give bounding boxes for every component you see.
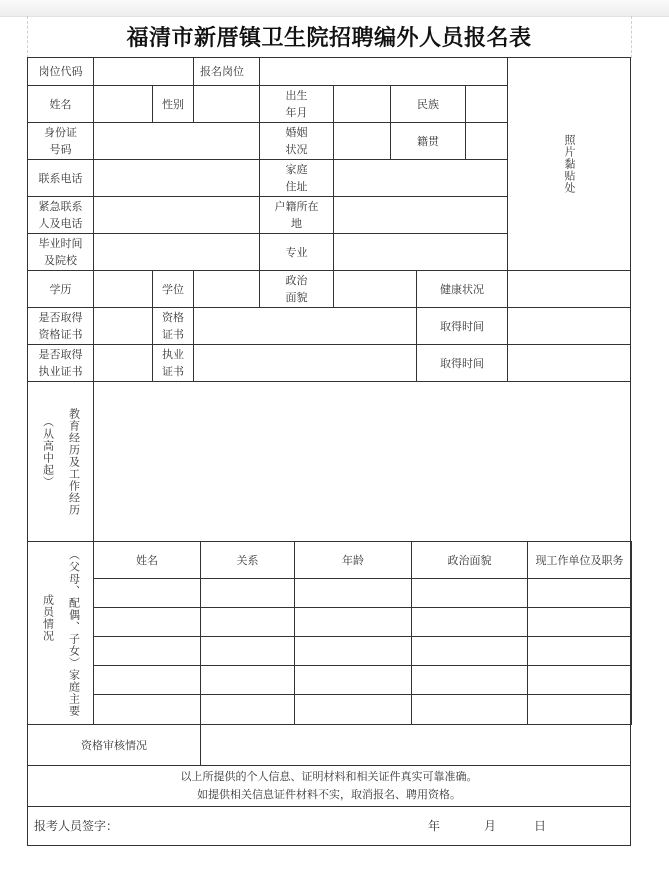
label-hukou: 户籍所在 地 — [259, 196, 334, 234]
family-cell[interactable] — [93, 636, 201, 666]
input-ethnicity[interactable] — [465, 85, 508, 123]
family-cell[interactable] — [294, 694, 412, 725]
input-gender[interactable] — [193, 85, 260, 123]
input-practice-cert[interactable] — [193, 344, 417, 382]
label-practice-cert: 执业 证书 — [152, 344, 194, 382]
label-qual-cert: 资格 证书 — [152, 307, 194, 345]
family-cell[interactable] — [411, 694, 528, 725]
input-obtain-time-1[interactable] — [507, 307, 631, 345]
input-home-address[interactable] — [333, 159, 508, 197]
label-marital: 婚姻 状况 — [259, 122, 334, 160]
family-cell[interactable] — [93, 578, 201, 608]
input-health[interactable] — [507, 270, 631, 308]
input-emergency-contact[interactable] — [93, 196, 260, 234]
label-education: 学历 — [27, 270, 94, 308]
label-birth: 出生 年月 — [259, 85, 334, 123]
photo-area[interactable] — [507, 57, 631, 271]
input-hukou[interactable] — [333, 196, 508, 234]
label-obtain-time-2: 取得时间 — [416, 344, 508, 382]
input-has-practice-cert[interactable] — [93, 344, 153, 382]
input-native-place[interactable] — [465, 122, 508, 160]
input-name[interactable] — [93, 85, 153, 123]
label-major: 专业 — [259, 233, 334, 271]
family-cell[interactable] — [527, 694, 632, 725]
label-native-place: 籍贯 — [390, 122, 466, 160]
family-cell[interactable] — [411, 578, 528, 608]
input-id-number[interactable] — [93, 122, 260, 160]
family-cell[interactable] — [411, 665, 528, 695]
input-graduation[interactable] — [93, 233, 260, 271]
label-family-main: （父母、配偶、子女）家庭主要 — [67, 549, 81, 717]
declaration-line-2: 如提供相关信息证件材料不实，取消报名、聘用资格。 — [197, 788, 461, 801]
label-graduation: 毕业时间 及院校 — [27, 233, 94, 271]
label-edu-history — [27, 381, 94, 542]
input-marital[interactable] — [333, 122, 391, 160]
family-cell[interactable] — [527, 607, 632, 637]
label-post-code: 岗位代码 — [27, 57, 94, 86]
label-political: 政治 面貌 — [259, 270, 334, 308]
family-cell[interactable] — [200, 578, 295, 608]
family-cell[interactable] — [294, 636, 412, 666]
family-cell[interactable] — [294, 665, 412, 695]
family-cell[interactable] — [294, 607, 412, 637]
family-cell[interactable] — [411, 636, 528, 666]
family-header-2: 年龄 — [294, 541, 412, 579]
label-phone: 联系电话 — [27, 159, 94, 197]
label-edu-history-main: 教育经历及工作经历 — [67, 407, 81, 516]
input-post-code[interactable] — [93, 57, 194, 86]
family-cell[interactable] — [93, 665, 201, 695]
family-header-0: 姓名 — [93, 541, 201, 579]
label-degree: 学位 — [152, 270, 194, 308]
label-has-practice-cert: 是否取得 执业证书 — [27, 344, 94, 382]
input-qualification-review[interactable] — [200, 724, 631, 766]
viewer-top-strip — [0, 0, 669, 17]
family-cell[interactable] — [93, 694, 201, 725]
input-apply-post[interactable] — [259, 57, 508, 86]
family-cell[interactable] — [200, 694, 295, 725]
family-cell[interactable] — [294, 578, 412, 608]
family-header-1: 关系 — [200, 541, 295, 579]
signature-row[interactable] — [27, 806, 631, 846]
family-cell[interactable] — [411, 607, 528, 637]
date-year: 年 — [428, 818, 441, 833]
date-day: 日 — [534, 818, 547, 833]
family-header-3: 政治面貌 — [411, 541, 528, 579]
page-margin-right — [631, 16, 632, 58]
label-gender: 性别 — [152, 85, 194, 123]
label-home-address: 家庭 住址 — [259, 159, 334, 197]
input-birth[interactable] — [333, 85, 391, 123]
label-apply-post: 报名岗位 — [193, 57, 260, 86]
family-cell[interactable] — [527, 636, 632, 666]
input-degree[interactable] — [193, 270, 260, 308]
family-cell[interactable] — [200, 636, 295, 666]
family-cell[interactable] — [93, 607, 201, 637]
label-family — [27, 541, 94, 725]
label-family-sub: 成员情况 — [41, 594, 55, 642]
form-title: 福清市新厝镇卫生院招聘编外人员报名表 — [126, 25, 532, 51]
input-major[interactable] — [333, 233, 508, 271]
photo-label: 照片黏贴处 — [563, 134, 576, 194]
label-emergency-contact: 紧急联系 人及电话 — [27, 196, 94, 234]
declaration — [27, 765, 631, 807]
label-edu-history-sub: （从高中起） — [41, 415, 55, 488]
input-obtain-time-2[interactable] — [507, 344, 631, 382]
label-obtain-time-1: 取得时间 — [416, 307, 508, 345]
family-header-4: 现工作单位及职务 — [527, 541, 632, 579]
date-month: 月 — [484, 818, 497, 833]
input-education[interactable] — [93, 270, 153, 308]
declaration-line-1: 以上所提供的个人信息、证明材料和相关证件真实可靠准确。 — [180, 770, 478, 783]
family-cell[interactable] — [527, 578, 632, 608]
label-health: 健康状况 — [416, 270, 508, 308]
input-political[interactable] — [333, 270, 417, 308]
input-phone[interactable] — [93, 159, 260, 197]
family-cell[interactable] — [200, 665, 295, 695]
input-has-qual-cert[interactable] — [93, 307, 153, 345]
input-edu-history[interactable] — [93, 381, 631, 542]
family-cell[interactable] — [200, 607, 295, 637]
label-has-qual-cert: 是否取得 资格证书 — [27, 307, 94, 345]
signature-label: 报考人员签字： — [34, 818, 119, 833]
label-name: 姓名 — [27, 85, 94, 123]
label-id-number: 身份证 号码 — [27, 122, 94, 160]
label-ethnicity: 民族 — [390, 85, 466, 123]
label-qualification-review: 资格审核情况 — [27, 724, 201, 766]
family-cell[interactable] — [527, 665, 632, 695]
input-qual-cert[interactable] — [193, 307, 417, 345]
